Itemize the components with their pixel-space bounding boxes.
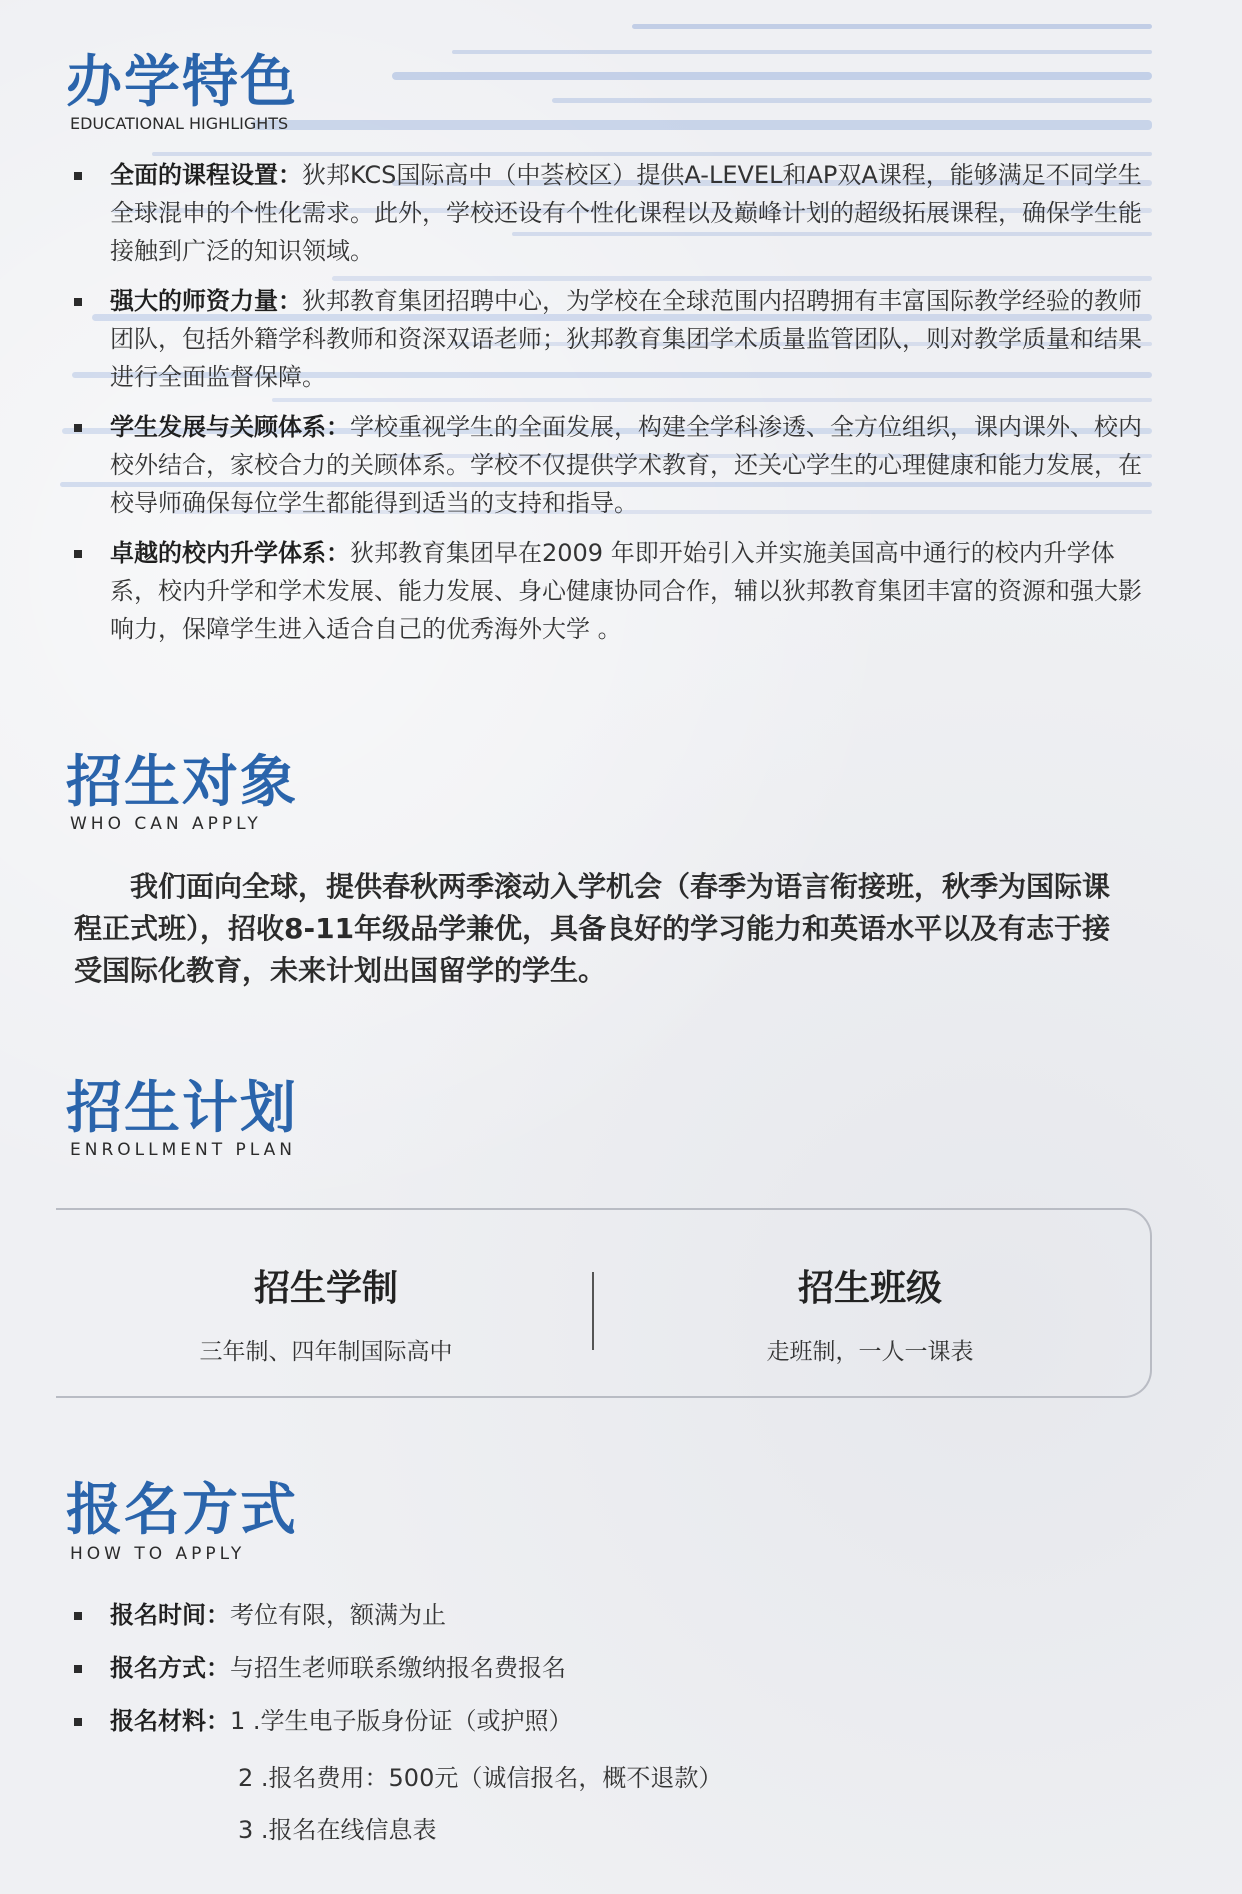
list-item bbox=[74, 1596, 1144, 1634]
plan-system-label: 招生学制 bbox=[253, 1268, 398, 1309]
plan-card bbox=[56, 1208, 1152, 1398]
list-item bbox=[74, 156, 1144, 270]
item-label: 全面的课程设置： bbox=[110, 161, 302, 189]
item-text: 考位有限，额满为止 bbox=[230, 1601, 446, 1629]
plan-class-label: 招生班级 bbox=[797, 1268, 942, 1309]
who-description: 我们面向全球，提供春秋两季滚动入学机会（春季为语言衔接班，秋季为国际课程正式班），招收8-11年级品学兼优，具备良好的学习能力和英语水平以及有志于接受国际化教育，未来计划出国留学的学生。 bbox=[74, 870, 1111, 987]
list-item bbox=[74, 408, 1144, 522]
plan-class-value: 走班制，一人一课表 bbox=[766, 1339, 974, 1365]
item-text: 狄邦教育集团招聘中心，为学校在全球范围内招聘拥有丰富国际教学经验的教师团队，包括外籍学科教师和资深双语老师；狄邦教育集团学术质量监管团队，则对教学质量和结果进行全面监督保障。 bbox=[110, 287, 1142, 391]
item-text: 与招生老师联系缴纳报名费报名 bbox=[230, 1654, 566, 1682]
item-label: 卓越的校内升学体系： bbox=[110, 539, 350, 567]
plan-subtitle: ENROLLMENT PLAN bbox=[70, 1140, 296, 1160]
list-item bbox=[74, 534, 1144, 648]
item-text: 学校重视学生的全面发展，构建全学科渗透、全方位组织，课内课外、校内校外结合，家校合力的关顾体系。学校不仅提供学术教育，还关心学生的心理健康和能力发展，在校导师确保每位学生都能得到适当的支持和指导。 bbox=[110, 413, 1142, 517]
highlights-subtitle: EDUCATIONAL HIGHLIGHTS bbox=[70, 114, 289, 133]
plan-title: 招生计划 bbox=[66, 1076, 298, 1141]
item-label: 学生发展与关顾体系： bbox=[110, 413, 350, 441]
item-label: 报名材料： bbox=[110, 1707, 230, 1735]
item-label: 报名时间： bbox=[110, 1601, 230, 1629]
plan-divider bbox=[592, 1272, 594, 1350]
how-list bbox=[74, 1596, 1144, 1755]
how-title: 报名方式 bbox=[66, 1478, 298, 1543]
item-text: 1 .学生电子版身份证（或护照） bbox=[230, 1707, 573, 1735]
list-item bbox=[74, 1702, 1144, 1740]
list-item bbox=[74, 282, 1144, 396]
material-2: 2 .报名费用：500元（诚信报名，概不退款） bbox=[238, 1764, 723, 1792]
highlights-list bbox=[74, 156, 1144, 660]
material-3: 3 .报名在线信息表 bbox=[238, 1816, 437, 1844]
bullet-icon bbox=[74, 1718, 82, 1726]
bullet-icon bbox=[74, 172, 82, 180]
item-text: 狄邦教育集团早在2009 年即开始引入并实施美国高中通行的校内升学体系，校内升学和学术发展、能力发展、身心健康协同合作，辅以狄邦教育集团丰富的资源和强大影响力，保障学生进入适合自己的优秀海外大学 。 bbox=[110, 539, 1142, 643]
bullet-icon bbox=[74, 1612, 82, 1620]
item-text: 狄邦KCS国际高中（中荟校区）提供A-LEVEL和AP双A课程，能够满足不同学生全球混申的个性化需求。此外，学校还设有个性化课程以及巅峰计划的超级拓展课程，确保学生能接触到广泛的知识领域。 bbox=[110, 161, 1142, 265]
bullet-icon bbox=[74, 550, 82, 558]
bullet-icon bbox=[74, 1665, 82, 1673]
plan-system bbox=[56, 1260, 596, 1366]
who-title: 招生对象 bbox=[66, 750, 298, 815]
plan-system-value: 三年制、四年制国际高中 bbox=[199, 1339, 453, 1365]
bullet-icon bbox=[74, 424, 82, 432]
list-item bbox=[74, 1649, 1144, 1687]
item-label: 强大的师资力量： bbox=[110, 287, 302, 315]
who-subtitle: WHO CAN APPLY bbox=[70, 814, 262, 834]
plan-class bbox=[600, 1260, 1140, 1366]
item-label: 报名方式： bbox=[110, 1654, 230, 1682]
how-subtitle: HOW TO APPLY bbox=[70, 1544, 246, 1564]
bullet-icon bbox=[74, 298, 82, 306]
highlights-title: 办学特色 bbox=[66, 50, 298, 115]
